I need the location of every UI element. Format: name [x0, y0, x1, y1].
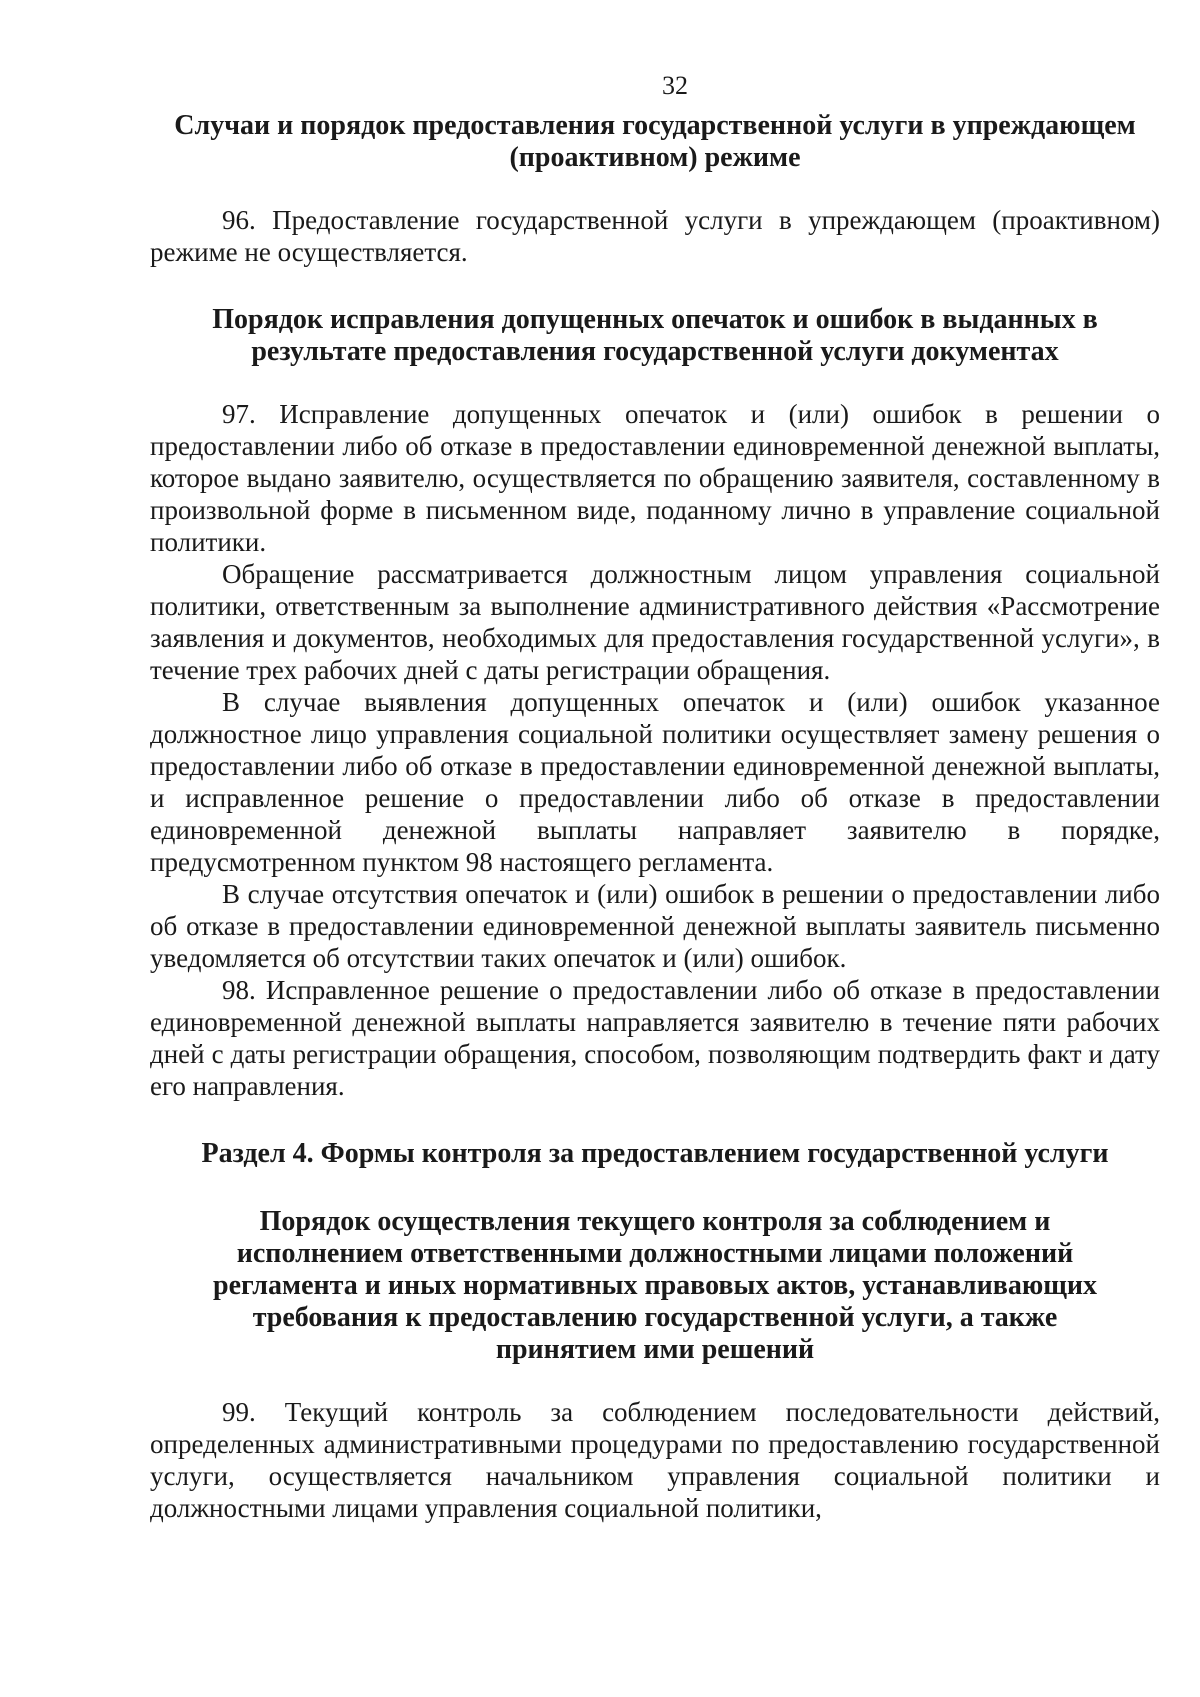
paragraph-97-no-errors: В случае отсутствия опечаток и (или) ошибок в решении о предоставлении либо об отказе в предоставлении единовременной денежной выплаты заявитель письменно уведомляется об отсутствии таких опечаток и (или) ошибок. [150, 879, 1160, 973]
heading-proactive-mode: Случаи и порядок предоставления государственной услуги в упреждающем (проактивном) режиме [174, 110, 1136, 173]
paragraph-97-review: Обращение рассматривается должностным лицом управления социальной политики, ответственным за выполнение административного действия «Рассмотрение заявления и документов, необходимых для предоставления государственной услуги», в течение трех рабочих дней с даты регистрации обращения. [150, 559, 1160, 685]
heading-section-4: Раздел 4. Формы контроля за предоставлением государственной услуги [201, 1138, 1109, 1169]
heading-corrections: Порядок исправления допущенных опечаток и ошибок в выданных в результате предоставления государственной услуги документах [212, 304, 1098, 367]
paragraph-96: 96. Предоставление государственной услуги в упреждающем (проактивном) режиме не осуществляется. [150, 205, 1160, 267]
paragraph-97-errors-found: В случае выявления допущенных опечаток и (или) ошибок указанное должностное лицо управления социальной политики осуществляет замену решения о предоставлении либо об отказе в предоставлении единовременной денежной выплаты, и исправленное решение о предоставлении либо об отказе в предоставлении единовременной денежной выплаты направляет заявителю в порядке, предусмотренном пунктом 98 настоящего регламента. [150, 687, 1160, 877]
paragraph-98: 98. Исправленное решение о предоставлении либо об отказе в предоставлении единовременной денежной выплаты направляется заявителю в течение пяти рабочих дней с даты регистрации обращения, способом, позволяющим подтвердить факт и дату его направления. [150, 975, 1160, 1101]
paragraph-97: 97. Исправление допущенных опечаток и (или) ошибок в решении о предоставлении либо об отказе в предоставлении единовременной денежной выплаты, которое выдано заявителю, осуществляется по обращению заявителя, составленному в произвольной форме в письменном виде, поданному лично в управление социальной политики. [150, 399, 1160, 557]
page-number: 32 [662, 71, 688, 100]
heading-current-control: Порядок осуществления текущего контроля за соблюдением и исполнением ответственными должностными лицами положений регламента и иных нормативных правовых актов, устанавливающих требования к предоставлению государственной услуги, а также принятием ими решений [213, 1206, 1097, 1365]
document-page [150, 70, 1160, 1524]
paragraph-99: 99. Текущий контроль за соблюдением последовательности действий, определенных административными процедурами по предоставлению государственной услуги, осуществляется начальником управления социальной политики и должностными лицами управления социальной политики, [150, 1397, 1160, 1523]
